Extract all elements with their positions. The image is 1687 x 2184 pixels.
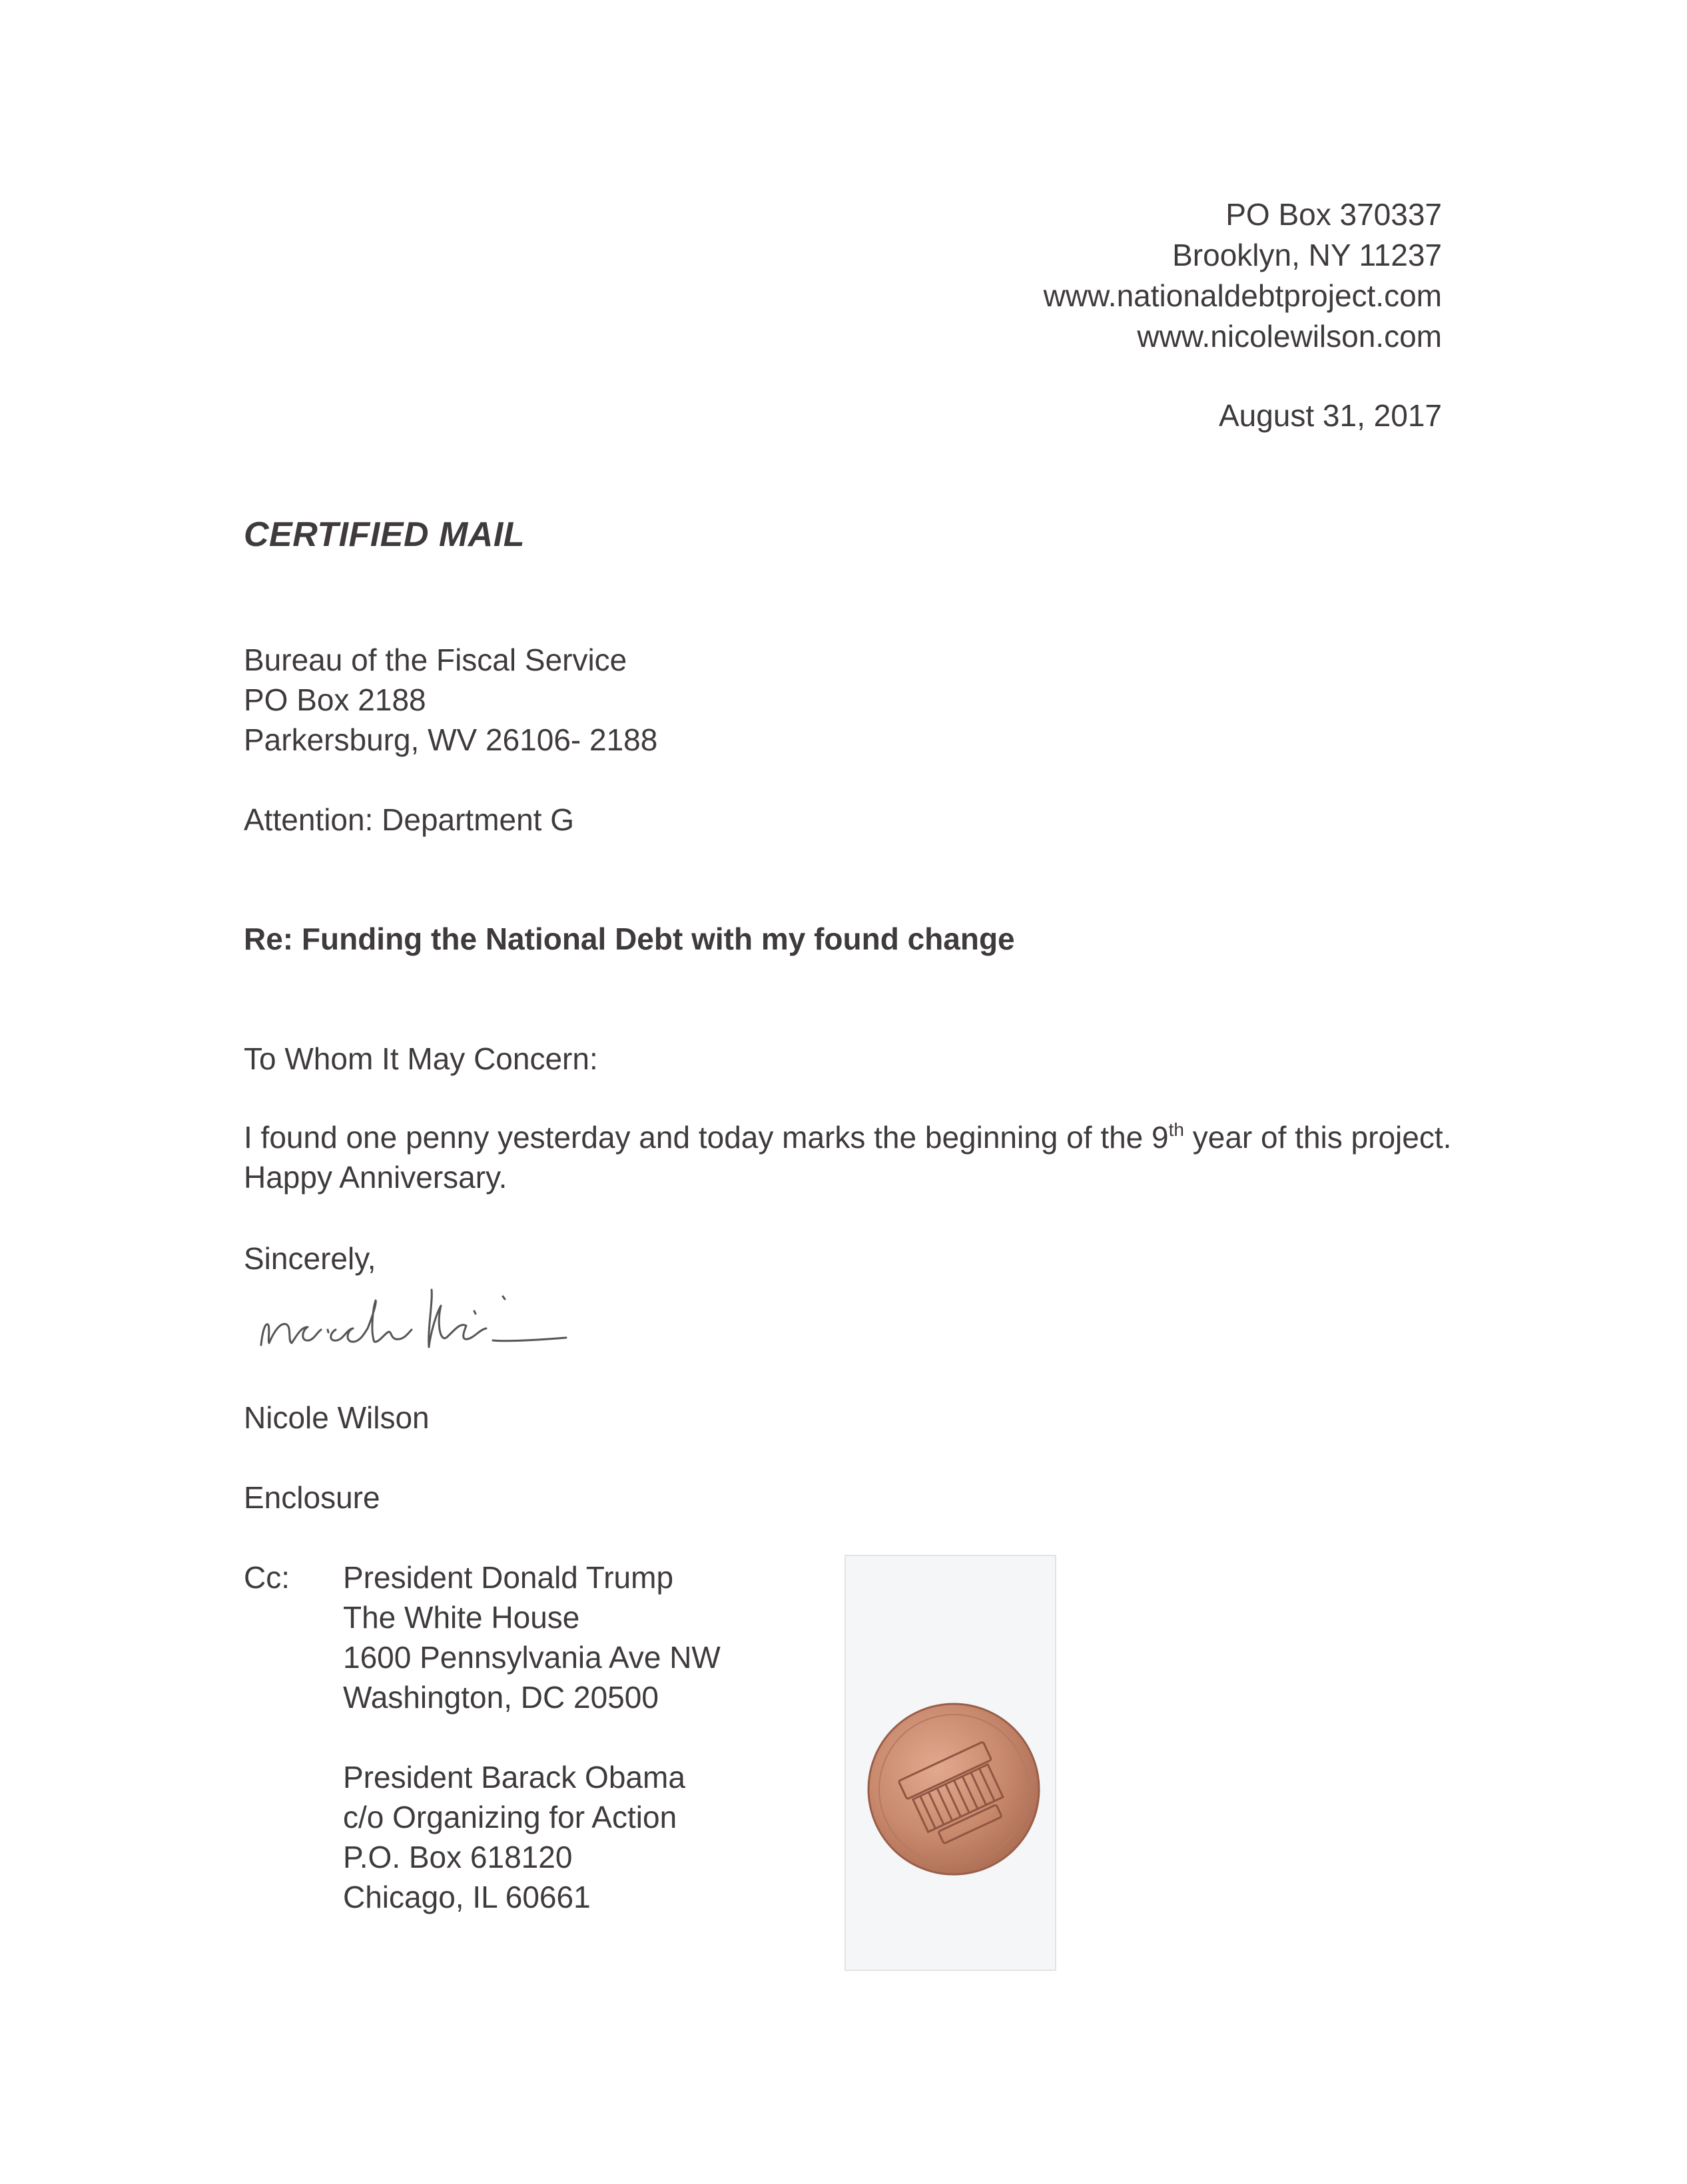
penny-icon	[866, 1701, 1042, 1878]
cc-recipient-line: President Barack Obama	[343, 1760, 685, 1794]
sender-website-1: www.nationaldebtproject.com	[1043, 278, 1442, 313]
enclosure-line: Enclosure	[244, 1480, 380, 1515]
closing: Sincerely,	[244, 1241, 376, 1276]
certified-mail-heading: CERTIFIED MAIL	[244, 515, 525, 554]
signer-name: Nicole Wilson	[244, 1400, 430, 1435]
subject-line: Re: Funding the National Debt with my found change	[244, 922, 1015, 956]
body-paragraph	[244, 1117, 1456, 1197]
sender-city: Brooklyn, NY 11237	[1172, 238, 1442, 272]
cc-recipient	[343, 1557, 721, 1717]
recipient-address	[244, 640, 657, 760]
cc-recipient-line: Chicago, IL 60661	[343, 1880, 591, 1914]
recipient-name: Bureau of the Fiscal Service	[244, 643, 627, 677]
body-superscript: th	[1168, 1119, 1184, 1140]
cc-recipient-line: P.O. Box 618120	[343, 1840, 573, 1874]
attention-line: Attention: Department G	[244, 802, 575, 837]
cc-recipient	[343, 1757, 685, 1917]
sender-address	[1044, 194, 1442, 357]
body-text-part-2: year of this project. Happy Anniversary.	[244, 1120, 1452, 1195]
sender-po-box: PO Box 370337	[1225, 197, 1442, 232]
cc-recipient-line: c/o Organizing for Action	[343, 1800, 677, 1834]
sender-website-2: www.nicolewilson.com	[1137, 319, 1442, 354]
body-text-part-1: I found one penny yesterday and today marks the beginning of the 9	[244, 1120, 1169, 1155]
salutation: To Whom It May Concern:	[244, 1041, 598, 1076]
cc-label: Cc:	[244, 1560, 290, 1595]
cc-recipient-line: The White House	[343, 1600, 580, 1635]
recipient-city: Parkersburg, WV 26106- 2188	[244, 722, 658, 757]
cc-recipient-line: Washington, DC 20500	[343, 1680, 659, 1715]
cc-recipient-line: 1600 Pennsylvania Ave NW	[343, 1640, 721, 1675]
letter-date: August 31, 2017	[1218, 398, 1442, 433]
signature-icon	[253, 1268, 599, 1368]
recipient-po-box: PO Box 2188	[244, 682, 426, 717]
cc-recipient-line: President Donald Trump	[343, 1560, 674, 1595]
